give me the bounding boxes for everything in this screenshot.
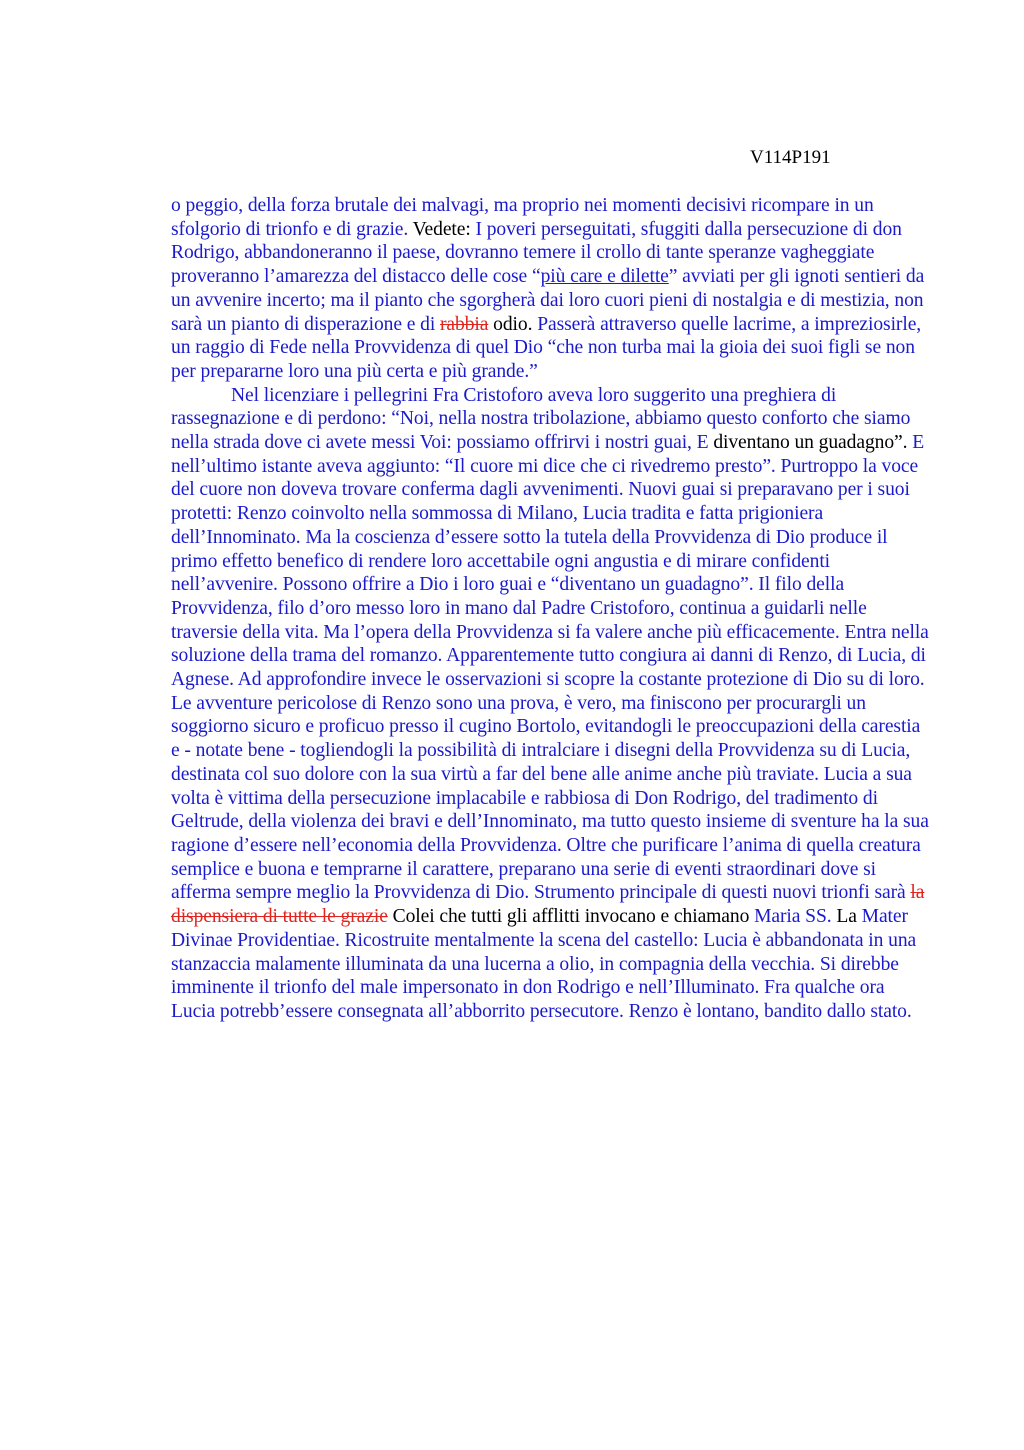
text-segment: E nell’ultimo istante aveva aggiunto: “Il cuore mi dice che ci rivedremo presto”. Purtroppo la voce del cuore non doveva trovare conferma dagli avvenimenti. Nuovi guai si preparavano per i suoi protetti: Renzo coinvolto nella sommossa di Milano, Lucia tradita e fatta prigioniera dell’Innominato. Ma la coscienza d’essere sotto la tutela della Provvidenza di Dio produce il primo effetto benefico di rendere loro accettabile ogni angustia e di mirare confidenti nell’avvenire. Possono offrire a Dio i loro guai e “diventano un guadagno”. Il filo della Provvidenza, filo d’oro messo loro in mano dal Padre Cristoforo, continua a guidarli nelle traversie della vita. Ma l’opera della Provvidenza si fa valere anche più efficacemente. Entra nella soluzione della trama del romanzo. Apparentemente tutto congiura ai danni di Renzo, di Lucia, di Agnese. Ad approfondire invece le osservazioni si scopre la costante protezione di Dio su di loro. Le avventure pericolose di Renzo sono una prova, è vero, ma finiscono per procurargli un soggiorno sicuro e proficuo presso il cugino Bortolo, evitandogli le preoccupazioni della carestia e - notate bene - togliendogli la possibilità di intralciare i disegni della Provvidenza su di Lucia, destinata col suo dolore con la sua virtù a far del bene alle anime anche più traviate. Lucia a sua volta è vittima della persecuzione implacabile e rabbiosa di Don Rodrigo, del tradimento di Geltrude, della violenza dei bravi e dell’Innominato, ma tutto questo insieme di sventure ha la sua ragione d’essere nell’economia della Provvidenza. Oltre che purificare l’anima di quella creatura semplice e buona e temprarne il carattere, preparano una serie di eventi straordinari dove si afferma sempre meglio la Provvidenza di Dio. Strumento principale di questi nuovi trionfi sarà — [171, 432, 929, 904]
text-segment: I poveri perseguitati, sfuggiti dalla persecuzione di don Rodrigo, abbandoneranno il paese, dovranno temere il crollo di tante speranze vagheggiate proveranno l’amarezza del distacco delle cose “ — [171, 218, 902, 288]
text-segment: Vedete: — [412, 218, 476, 240]
text-segment: Passerà attraverso quelle lacrime, a impreziosirle, un raggio di Fede nella Provvidenza di quel Dio “che non turba mai la gioia dei suoi figli se non per prepararne loro una più certa e più grande.” — [171, 313, 922, 382]
page-code: V114P191 — [750, 147, 831, 168]
paragraph-2 — [171, 384, 931, 1024]
text-segment: ” avviati per gli ignoti sentieri da un avvenire incerto; ma il pianto che sgorgherà dai loro cuori pieni di nostalgia e di mestizia, non sarà un pianto di disperazione e di — [171, 266, 925, 335]
text-segment: Nel licenziare i pellegrini Fra Cristoforo aveva loro suggerito una preghiera di rassegnazione e di perdono: “Noi, nella nostra tribolazione, abbiamo questo conforto che siamo nella strada dove ci avete messi Voi: possiamo offrirvi i nostri guai, E — [171, 384, 911, 454]
text-segment: Maria SS. — [754, 906, 832, 928]
text-segment: o peggio, della forza brutale dei malvagi, ma proprio nei momenti decisivi ricompare in un sfolgorio di trionfo e di grazie. — [171, 195, 874, 240]
text-segment: odio. — [488, 313, 538, 335]
document-body — [171, 194, 931, 1024]
text-segment: Mater Divinae Providentiae. Ricostruite mentalmente la scena del castello: Lucia è abbandonata in una stanzaccia malamente illuminata da una lucerna a olio, in compagnia della vecchia. Si direbbe imminente il trionfo del male impersonato in don Rodrigo e nell’Illuminato. Fra qualche ora Lucia potrebb’essere consegnata all’abborrito persecutore. Renzo è lontano, bandito dallo stato. — [171, 906, 917, 1022]
text-segment: Colei che tutti gli afflitti invocano e chiamano — [387, 906, 755, 928]
underlined-text: più care e dilette — [540, 266, 669, 288]
text-segment: diventano un guadagno”. — [713, 432, 913, 454]
text-segment: La — [831, 906, 862, 928]
paragraph-1 — [171, 194, 931, 384]
deleted-text: rabbia — [440, 313, 489, 335]
deleted-text: la dispensiera di tutte le grazie — [171, 882, 925, 928]
